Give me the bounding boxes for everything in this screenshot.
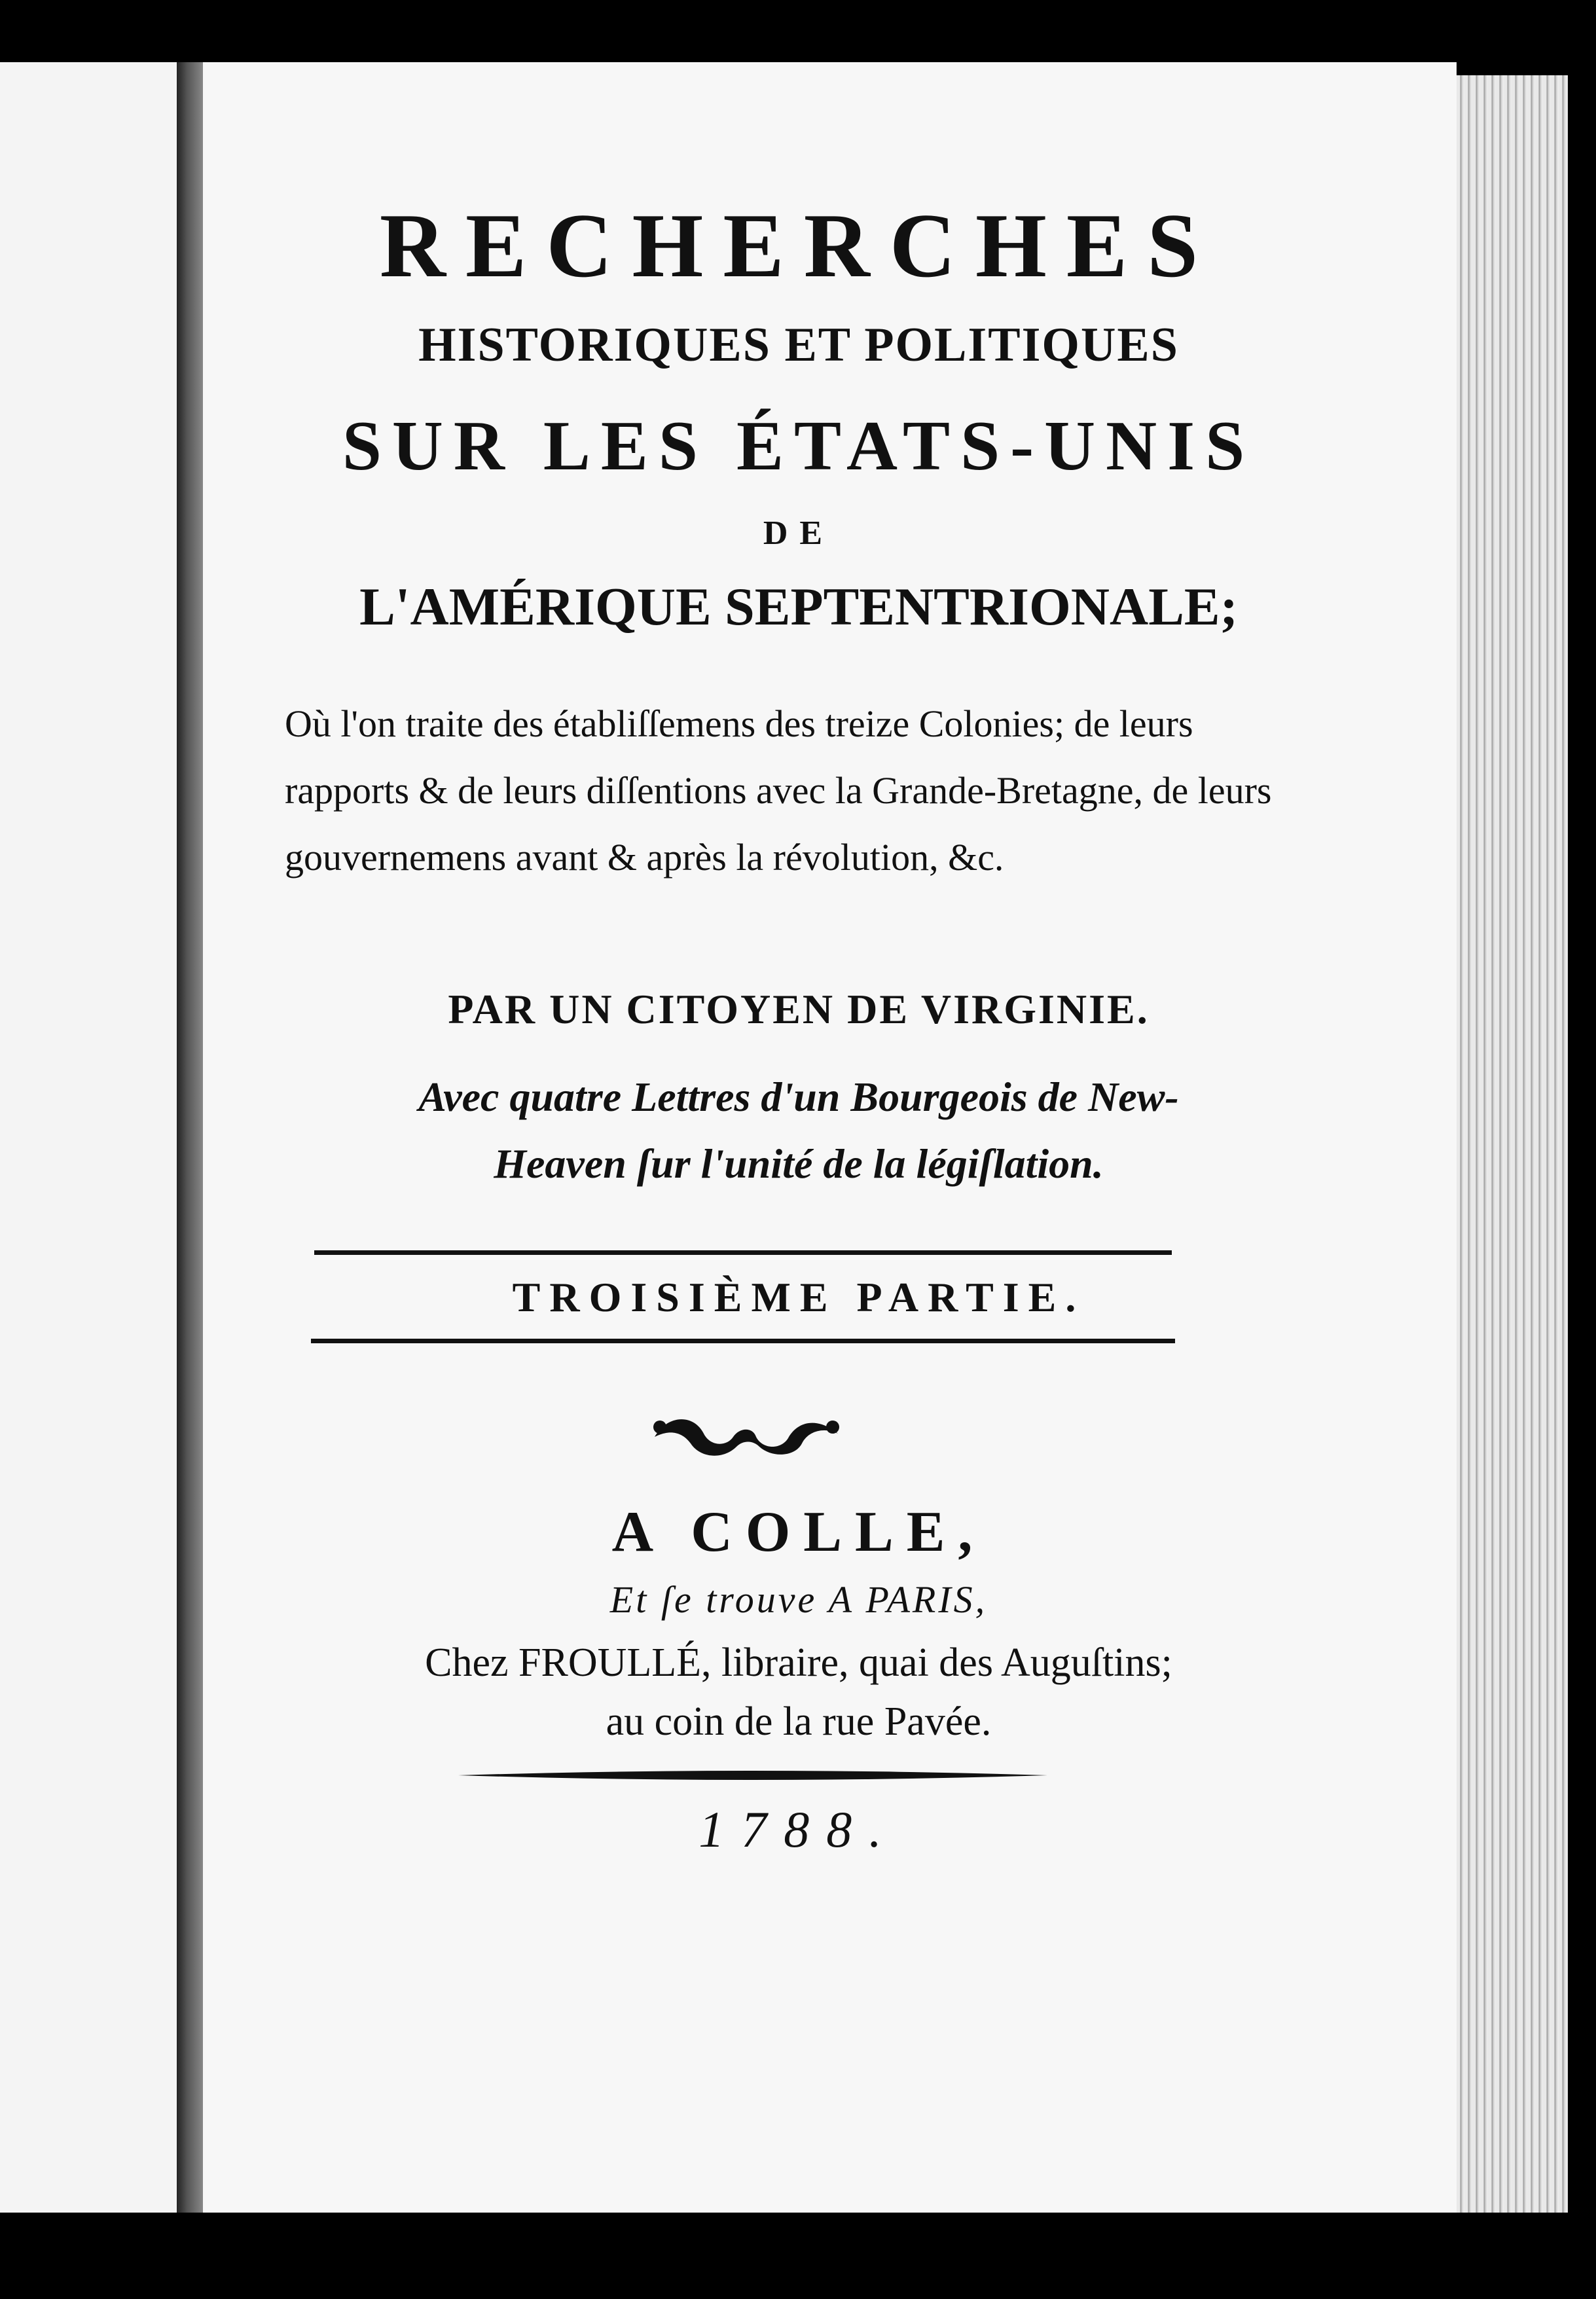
imprint-publisher-2: au coin de la rue Pavée. bbox=[606, 1699, 992, 1744]
imprint-publisher-1: Chez FROULLÉ, libraire, quai des Auguſtins; bbox=[425, 1640, 1172, 1685]
subtitle-letters bbox=[236, 1064, 1362, 1197]
author-line: PAR UN CITOYEN DE VIRGINIE. bbox=[448, 986, 1150, 1032]
part-label: TROISIÈME PARTIE. bbox=[512, 1274, 1085, 1320]
page-edges bbox=[1457, 75, 1568, 2213]
title-line-2: HISTORIQUES ET POLITIQUES bbox=[418, 318, 1179, 372]
imprint-year: 1788. bbox=[698, 1801, 899, 1858]
facing-page bbox=[0, 62, 177, 2213]
fleuron-ornament-icon bbox=[642, 1407, 851, 1466]
imprint-paris: Et ſe trouve A PARIS, bbox=[609, 1578, 988, 1621]
description: Où l'on traite des établiſſemens des treize Colonies; de leurs rapports & de leurs diſſentions avec la Grande-Bretagne, de leurs gouvernemens avant & après la révolution, &c. bbox=[285, 702, 1272, 878]
title-line-3: SUR LES ÉTATS-UNIS bbox=[342, 407, 1256, 485]
subtitle-line-1: Avec quatre Lettres d'un Bourgeois de New- bbox=[418, 1074, 1179, 1120]
subtitle-line-2: Heaven ſur l'unité de la légiſlation. bbox=[494, 1140, 1104, 1187]
imprint-rule bbox=[458, 1767, 1047, 1783]
imprint-place: A COLLE, bbox=[611, 1500, 986, 1564]
rule-top bbox=[314, 1250, 1172, 1255]
title-line-5: L'AMÉRIQUE SEPTENTRIONALE; bbox=[359, 577, 1238, 636]
title-line-1: RECHERCHES bbox=[379, 195, 1218, 297]
book-spine bbox=[177, 62, 203, 2213]
title-line-4: DE bbox=[763, 515, 835, 552]
rule-bottom bbox=[311, 1339, 1175, 1343]
